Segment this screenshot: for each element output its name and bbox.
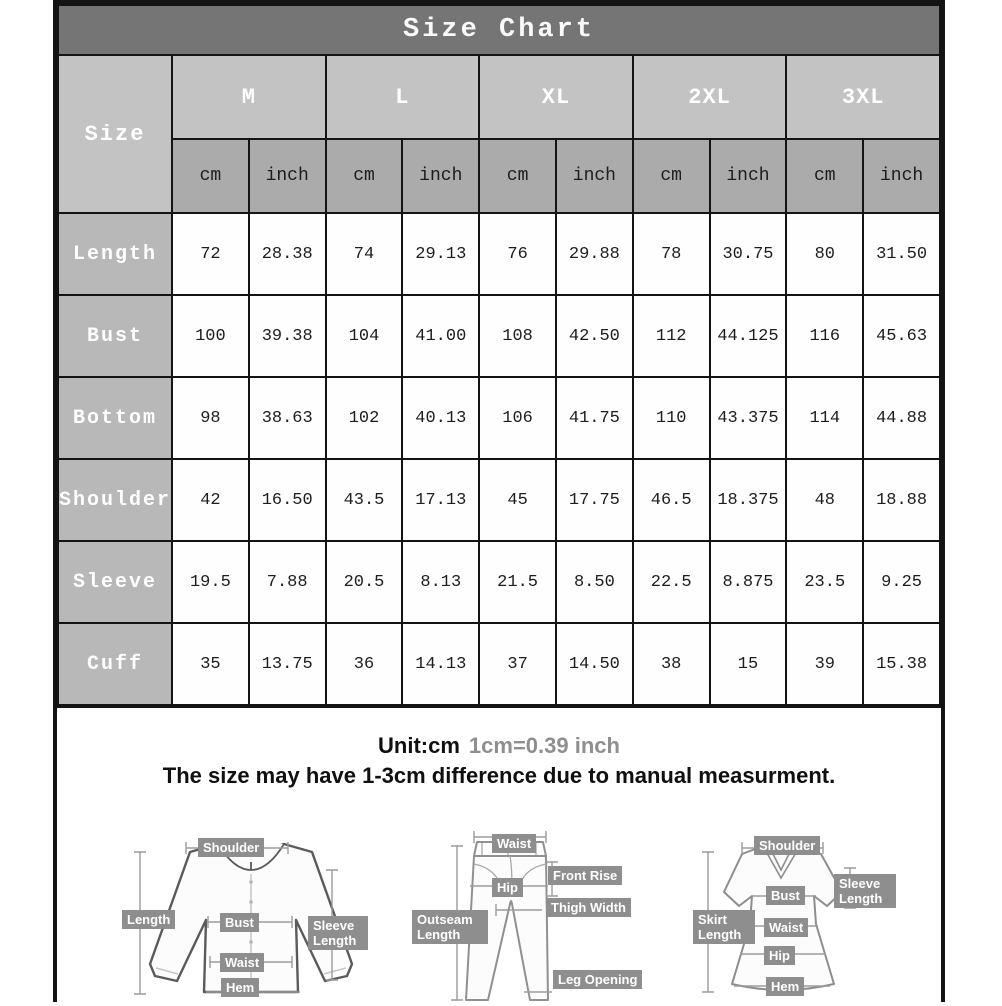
size-value-cell: 38 [633, 623, 710, 706]
size-value-cell: 39 [786, 623, 863, 706]
shirt-shoulder-label: Shoulder [198, 838, 264, 857]
shirt-waist-label: Waist [220, 953, 264, 972]
unit-header: cm [172, 139, 249, 213]
size-value-cell: 17.75 [556, 459, 633, 541]
size-table [57, 4, 941, 708]
title-row [58, 5, 940, 55]
size-value-cell: 72 [172, 213, 249, 295]
measurement-diagrams [57, 822, 941, 1006]
size-value-cell: 43.375 [710, 377, 787, 459]
unit-header: cm [479, 139, 556, 213]
conversion-note: 1cm=0.39 inch [468, 733, 620, 758]
table-row-cuff [58, 623, 940, 706]
size-value-cell: 17.13 [402, 459, 479, 541]
size-value-cell: 30.75 [710, 213, 787, 295]
shirt-bust-label: Bust [220, 913, 259, 932]
size-value-cell: 74 [326, 213, 403, 295]
size-value-cell: 41.75 [556, 377, 633, 459]
size-value-cell: 42 [172, 459, 249, 541]
unit-header: cm [326, 139, 403, 213]
size-value-cell: 28.38 [249, 213, 326, 295]
size-value-cell: 22.5 [633, 541, 710, 623]
unit-note [57, 733, 941, 759]
size-col-xl: XL [479, 55, 633, 139]
size-value-cell: 40.13 [402, 377, 479, 459]
size-value-cell: 43.5 [326, 459, 403, 541]
size-value-cell: 44.88 [863, 377, 940, 459]
size-value-cell: 108 [479, 295, 556, 377]
dress-hem-label: Hem [766, 977, 804, 996]
size-value-cell: 45 [479, 459, 556, 541]
corner-size-label: Size [58, 55, 172, 213]
shirt-diagram [120, 822, 400, 1002]
size-value-cell: 29.88 [556, 213, 633, 295]
size-value-cell: 18.88 [863, 459, 940, 541]
size-value-cell: 100 [172, 295, 249, 377]
size-value-cell: 46.5 [633, 459, 710, 541]
size-value-cell: 48 [786, 459, 863, 541]
row-label: Bust [58, 295, 172, 377]
dress-diagram [680, 822, 940, 1002]
pants-hip-label: Hip [492, 878, 523, 897]
table-row-shoulder [58, 459, 940, 541]
unit-header: inch [863, 139, 940, 213]
size-value-cell: 102 [326, 377, 403, 459]
dress-sleeve-length-label: Sleeve Length [834, 874, 896, 908]
size-value-cell: 8.13 [402, 541, 479, 623]
size-value-cell: 44.125 [710, 295, 787, 377]
unit-header-row [58, 139, 940, 213]
unit-header: inch [249, 139, 326, 213]
pants-leg-opening-label: Leg Opening [553, 970, 642, 989]
size-chart-panel [53, 0, 945, 1002]
size-value-cell: 38.63 [249, 377, 326, 459]
table-row-sleeve [58, 541, 940, 623]
size-value-cell: 35 [172, 623, 249, 706]
size-value-cell: 21.5 [479, 541, 556, 623]
size-value-cell: 104 [326, 295, 403, 377]
size-value-cell: 76 [479, 213, 556, 295]
disclaimer-note: The size may have 1-3cm difference due to manual measurment. [162, 763, 836, 788]
unit-header: inch [710, 139, 787, 213]
size-value-cell: 7.88 [249, 541, 326, 623]
row-label: Cuff [58, 623, 172, 706]
size-value-cell: 106 [479, 377, 556, 459]
size-header-row [58, 55, 940, 139]
unit-header: cm [633, 139, 710, 213]
row-label: Bottom [58, 377, 172, 459]
size-value-cell: 110 [633, 377, 710, 459]
unit-header: inch [402, 139, 479, 213]
size-col-m: M [172, 55, 326, 139]
size-value-cell: 116 [786, 295, 863, 377]
pants-thigh-width-label: Thigh Width [546, 898, 631, 917]
shirt-sleeve-length-label: Sleeve Length [308, 916, 368, 950]
size-value-cell: 29.13 [402, 213, 479, 295]
dress-shoulder-label: Shoulder [754, 836, 820, 855]
page-title: Size Chart [58, 5, 940, 55]
size-value-cell: 8.50 [556, 541, 633, 623]
pants-diagram [400, 822, 680, 1002]
size-value-cell: 19.5 [172, 541, 249, 623]
table-row-bottom [58, 377, 940, 459]
size-value-cell: 15.38 [863, 623, 940, 706]
row-label: Shoulder [58, 459, 172, 541]
unit-header: cm [786, 139, 863, 213]
size-value-cell: 41.00 [402, 295, 479, 377]
size-value-cell: 80 [786, 213, 863, 295]
size-value-cell: 20.5 [326, 541, 403, 623]
size-col-3xl: 3XL [786, 55, 940, 139]
size-value-cell: 42.50 [556, 295, 633, 377]
size-value-cell: 98 [172, 377, 249, 459]
size-value-cell: 16.50 [249, 459, 326, 541]
pants-front-rise-label: Front Rise [548, 866, 622, 885]
size-value-cell: 112 [633, 295, 710, 377]
size-value-cell: 31.50 [863, 213, 940, 295]
pants-waist-label: Waist [492, 834, 536, 853]
size-value-cell: 8.875 [710, 541, 787, 623]
row-label: Length [58, 213, 172, 295]
size-value-cell: 36 [326, 623, 403, 706]
shirt-hem-label: Hem [221, 978, 259, 997]
row-label: Sleeve [58, 541, 172, 623]
dress-skirt-length-label: Skirt Length [693, 910, 755, 944]
dress-bust-label: Bust [766, 886, 805, 905]
unit-header: inch [556, 139, 633, 213]
unit-label: Unit:cm [378, 733, 460, 758]
dress-waist-label: Waist [764, 918, 808, 937]
notes-section [57, 733, 941, 789]
size-col-l: L [326, 55, 480, 139]
size-value-cell: 37 [479, 623, 556, 706]
shirt-length-label: Length [122, 910, 175, 929]
size-value-cell: 114 [786, 377, 863, 459]
size-value-cell: 14.50 [556, 623, 633, 706]
size-value-cell: 39.38 [249, 295, 326, 377]
size-value-cell: 15 [710, 623, 787, 706]
size-value-cell: 78 [633, 213, 710, 295]
table-row-bust [58, 295, 940, 377]
size-value-cell: 9.25 [863, 541, 940, 623]
table-row-length [58, 213, 940, 295]
size-value-cell: 45.63 [863, 295, 940, 377]
pants-outseam-length-label: Outseam Length [412, 910, 488, 944]
size-col-2xl: 2XL [633, 55, 787, 139]
dress-hip-label: Hip [764, 946, 795, 965]
size-value-cell: 14.13 [402, 623, 479, 706]
size-value-cell: 13.75 [249, 623, 326, 706]
size-value-cell: 18.375 [710, 459, 787, 541]
size-value-cell: 23.5 [786, 541, 863, 623]
